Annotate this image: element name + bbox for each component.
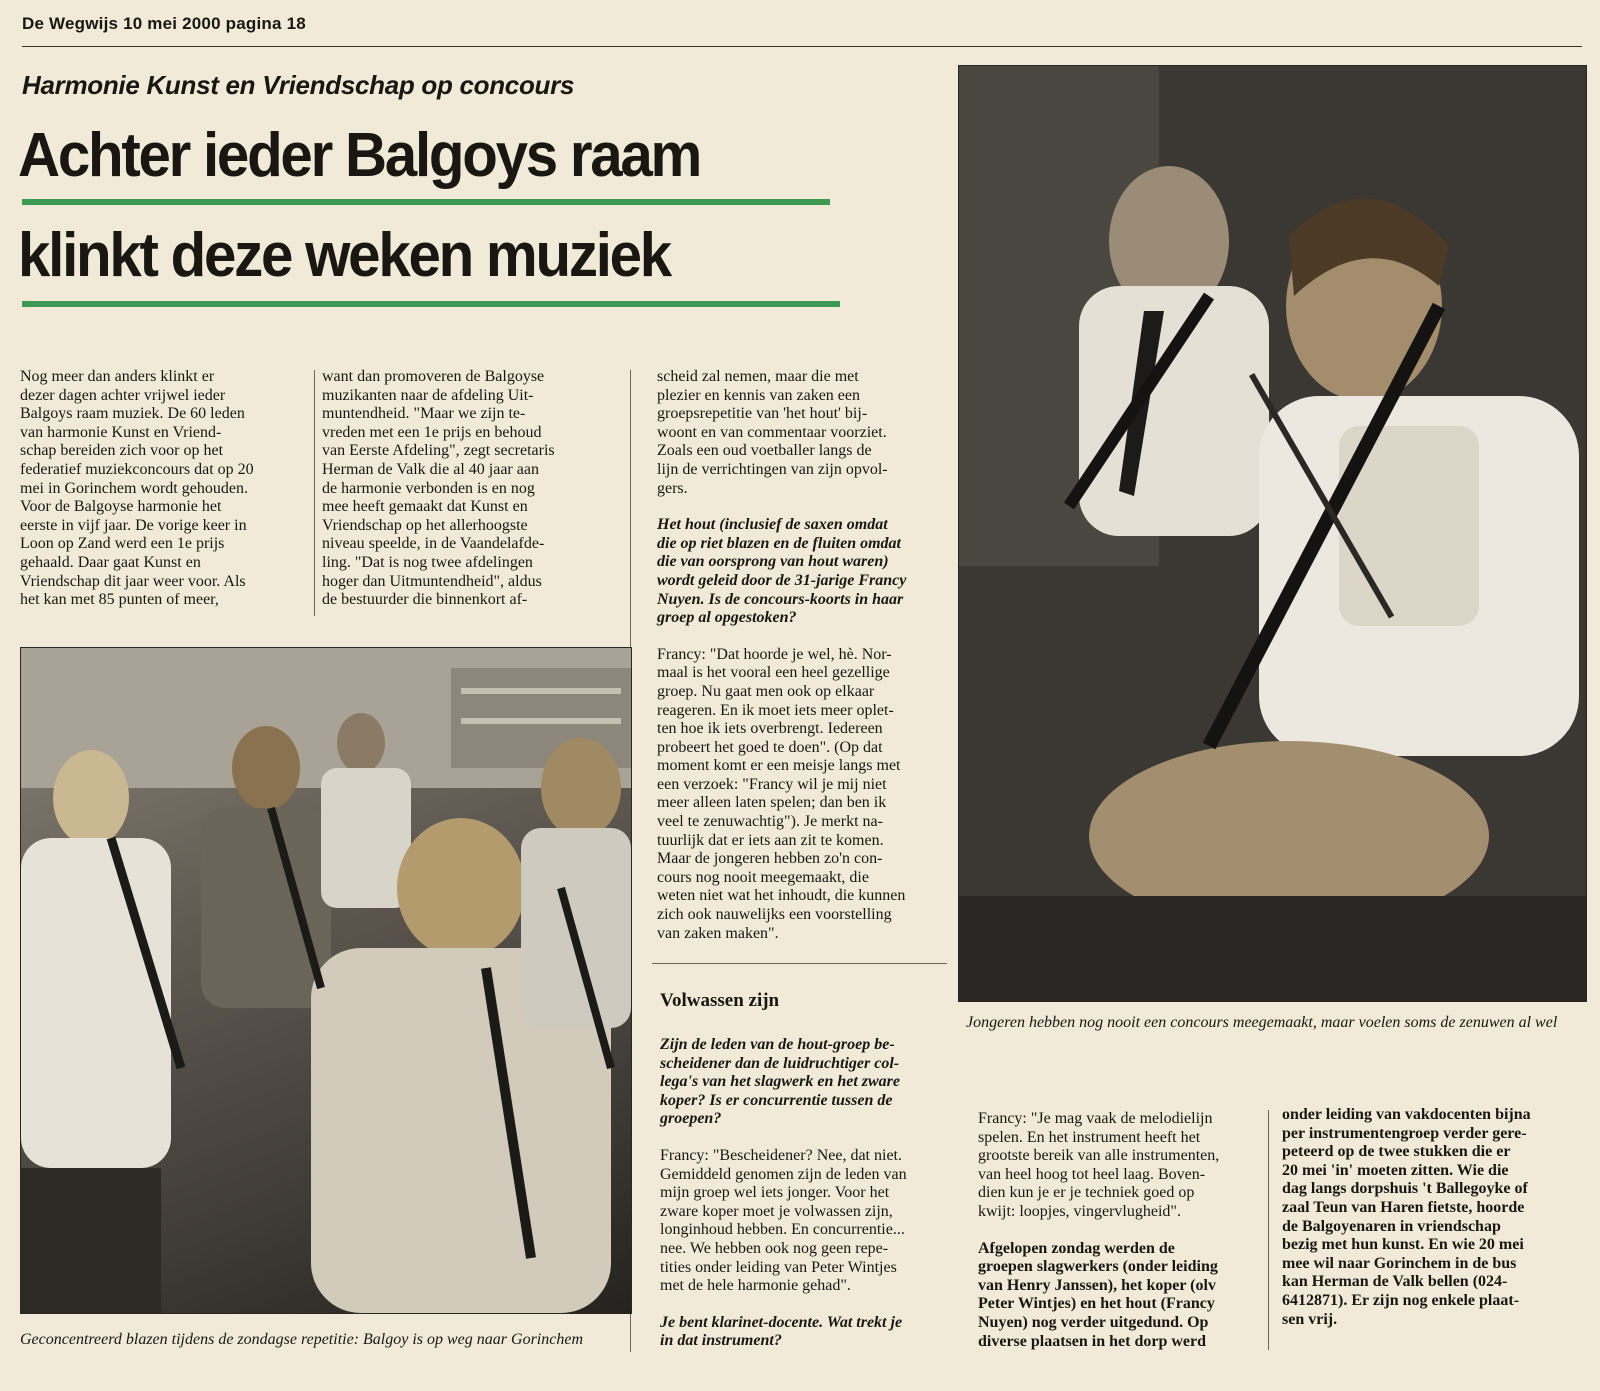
text-line: de harmonie verbonden is en nog (322, 479, 535, 497)
interview-question-line: Nuyen. Is de concours-koorts in haar (657, 590, 904, 608)
column-divider-4 (1268, 1110, 1269, 1350)
text-line: mee wil naar Gorinchem in de bus (1282, 1254, 1517, 1272)
headline-line-2: klinkt deze weken muziek (18, 221, 670, 290)
text-line: Zoals een oud voetballer langs de (657, 442, 872, 460)
interview-question-line: Je bent klarinet-docente. Wat trekt je (660, 1313, 903, 1331)
text-line: tuurlijk dat er iets aan zit te komen. (657, 831, 884, 849)
interview-question-line: groepen? (660, 1110, 722, 1128)
text-line: een verzoek: "Francy wil je mij niet (657, 775, 887, 793)
headline-line-1: Achter ieder Balgoys raam (18, 121, 701, 190)
text-line: Francy: "Je mag vaak de melodielijn (978, 1110, 1213, 1127)
text-line: kwijt: loopjes, vingervlugheid". (978, 1202, 1181, 1220)
text-line: Herman de Valk die al 40 jaar aan (322, 460, 539, 478)
text-line: eerste in vijf jaar. De vorige keer in (20, 516, 247, 534)
text-line: diverse plaatsen in het dorp werd (978, 1332, 1206, 1350)
text-line: de Balgoyenaren in vriendschap (1282, 1217, 1501, 1235)
text-line: Nog meer dan anders klinkt er (20, 368, 215, 385)
text-line: longinhoud hebben. En concurrentie... (660, 1221, 905, 1239)
text-line: kan Herman de Valk bellen (024- (1282, 1273, 1508, 1291)
interview-question-line: groep al opgestoken? (657, 609, 797, 627)
text-line: Vriendschap dit jaar weer voor. Als (20, 572, 246, 590)
body-column-1 (20, 368, 305, 610)
text-line: woont en van commentaar voorziet. (657, 423, 887, 441)
text-line: Vriendschap op het allerhoogste (322, 516, 528, 534)
text-line: lijn de verrichtingen van zijn opvol- (657, 460, 888, 478)
text-line: zaal Teun van Haren fietste, hoorde (1282, 1198, 1525, 1216)
text-line: weten niet wat het inhoudt, die kunnen (657, 887, 906, 905)
text-line: Afgelopen zondag werden de (978, 1239, 1175, 1257)
body-column-3b (660, 1036, 947, 1351)
text-line: meer alleen laten spelen; dan ben ik (657, 794, 887, 812)
text-line: 6412871). Er zijn nog enkele plaat- (1282, 1291, 1520, 1309)
text-line: mei in Gorinchem wordt gehouden. (20, 479, 248, 497)
text-line: peteerd op de twee stukken die er (1282, 1143, 1511, 1161)
text-line: groepen slagwerkers (onder leiding (978, 1258, 1218, 1276)
body-column-2 (322, 368, 613, 610)
text-line: zich ook nauwelijks een voorstelling (657, 906, 892, 924)
text-line: mee heeft gemaakt dat Kunst en (322, 498, 528, 516)
interview-question-line: die op riet blazen en de fluiten omdat (657, 534, 901, 552)
text-line: Peter Wintjes) en het hout (Francy (978, 1295, 1215, 1313)
text-line: vreden met een 1e prijs en behoud (322, 423, 542, 441)
text-line: mijn groep wel iets jonger. Voor het (660, 1184, 890, 1202)
text-line: want dan promoveren de Balgoyse (322, 368, 545, 385)
text-line: bezig met hun kunst. En wie 20 mei (1282, 1236, 1524, 1254)
text-line: muzikanten naar de afdeling Uit- (322, 386, 534, 404)
text-line: gehaald. Daar gaat Kunst en (20, 553, 201, 571)
text-line: onder leiding van vakdocenten bijna (1282, 1106, 1531, 1123)
body-column-5 (1282, 1106, 1578, 1329)
text-line: Voor de Balgoyse harmonie het (20, 498, 222, 516)
text-line: probeert het goed te doen". (Op dat (657, 738, 883, 756)
text-line: grootste bereik van alle instrumenten, (978, 1147, 1220, 1165)
text-line: zware koper moet je volwassen zijn, (660, 1202, 893, 1220)
headline-underline-2 (22, 301, 840, 307)
text-line: Francy: "Bescheidener? Nee, dat niet. (660, 1146, 902, 1164)
text-line: Maar de jongeren hebben zo'n con- (657, 850, 883, 868)
text-line: dien kun je er je techniek goed op (978, 1184, 1195, 1202)
interview-question-line: in dat instrument? (660, 1332, 782, 1350)
text-line: met de hele harmonie gehad". (660, 1277, 851, 1295)
subhead-divider (652, 963, 947, 964)
text-line: Gemiddeld genomen zijn de leden van (660, 1165, 907, 1183)
text-line: Balgoys raam muziek. De 60 leden (20, 405, 245, 423)
article-kicker: Harmonie Kunst en Vriendschap op concours (22, 70, 575, 100)
section-subhead: Volwassen zijn (660, 990, 780, 1011)
body-column-3 (657, 368, 947, 943)
text-line: gers. (657, 479, 688, 497)
text-line: nee. We hebben ook nog geen repe- (660, 1239, 889, 1257)
text-line: sen vrij. (1282, 1310, 1338, 1328)
interview-question-line: Het hout (inclusief de saxen omdat (657, 516, 888, 534)
column-divider-1 (314, 370, 315, 616)
text-line: per instrumentengroep verder gere- (1282, 1124, 1527, 1142)
text-line: ten hoe ik iets overbrengt. Iedereen (657, 720, 883, 738)
text-line: ling. "Dat is nog twee afdelingen (322, 553, 533, 571)
text-line: tities onder leiding van Peter Wintjes (660, 1258, 897, 1276)
text-line: plezier en kennis van zaken een (657, 386, 861, 404)
photo-right-caption: Jongeren hebben nog nooit een concours meegemaakt, maar voelen soms de zenuwen al wel (966, 1014, 1558, 1031)
text-line: federatief muziekconcours dat op 20 (20, 460, 254, 478)
text-line: groep. Nu gaat men ook op elkaar (657, 682, 875, 700)
text-line: maal is het vooral een heel gezellige (657, 664, 890, 682)
text-line: van Henry Janssen), het koper (olv (978, 1276, 1216, 1294)
interview-question-line: wordt geleid door de 31-jarige Francy (657, 571, 907, 589)
text-line: de bestuurder die binnenkort af- (322, 591, 528, 609)
text-line: moment komt er een meisje langs met (657, 757, 901, 775)
text-line: Loon op Zand werd een 1e prijs (20, 535, 225, 553)
clarinet-players-photo-right (958, 65, 1587, 1002)
text-line: spelen. En het instrument heeft het (978, 1128, 1201, 1146)
interview-question-line: lega's van het slagwerk en het zware (660, 1073, 901, 1091)
text-line: van zaken maken". (657, 924, 779, 942)
text-line: van harmonie Kunst en Vriend- (20, 423, 222, 441)
text-line: groepsrepetitie van 'het hout' bij- (657, 405, 868, 423)
text-line: scheid zal nemen, maar die met (657, 368, 859, 385)
interview-question-line: scheidener dan de luidruchtiger col- (660, 1054, 900, 1072)
text-line: veel te zenuwachtig"). Je merkt na- (657, 813, 883, 831)
text-line: niveau speelde, in de Vaandelafde- (322, 535, 545, 553)
interview-question-line: die van oorsprong van hout waren) (657, 553, 889, 571)
interview-question-line: koper? Is er concurrentie tussen de (660, 1091, 893, 1109)
header-divider (22, 46, 1582, 47)
text-line: cours nog nooit meegemaakt, die (657, 868, 869, 886)
text-line: Nuyen) nog verder uitgedund. Op (978, 1313, 1209, 1331)
text-line: van heel hoog tot heel laag. Boven- (978, 1165, 1206, 1183)
text-line: Francy: "Dat hoorde je wel, hè. Nor- (657, 645, 892, 663)
body-column-4 (978, 1110, 1248, 1351)
text-line: van Eerste Afdeling", zegt secretaris (322, 442, 555, 460)
text-line: muntendheid. "Maar we zijn te- (322, 405, 526, 423)
photo-left-caption: Geconcentreerd blazen tijdens de zondagse repetitie: Balgoy is op weg naar Gorinchem (20, 1331, 583, 1348)
text-line: schap bereiden zich voor op het (20, 442, 224, 460)
text-line: 20 mei 'in' moeten zitten. Wie die (1282, 1161, 1509, 1179)
text-line: dezer dagen achter vrijwel ieder (20, 386, 226, 404)
text-line: het kan met 85 punten of meer, (20, 591, 219, 609)
rehearsal-photo-left (20, 647, 632, 1314)
text-line: reageren. En ik moet iets meer oplet- (657, 701, 894, 719)
interview-question-line: Zijn de leden van de hout-groep be- (660, 1036, 895, 1053)
running-head: De Wegwijs 10 mei 2000 pagina 18 (22, 14, 306, 33)
text-line: dag langs dorpshuis 't Ballegoyke of (1282, 1180, 1528, 1198)
text-line: hoger dan Uitmuntendheid", aldus (322, 572, 542, 590)
headline-underline-1 (22, 199, 830, 205)
